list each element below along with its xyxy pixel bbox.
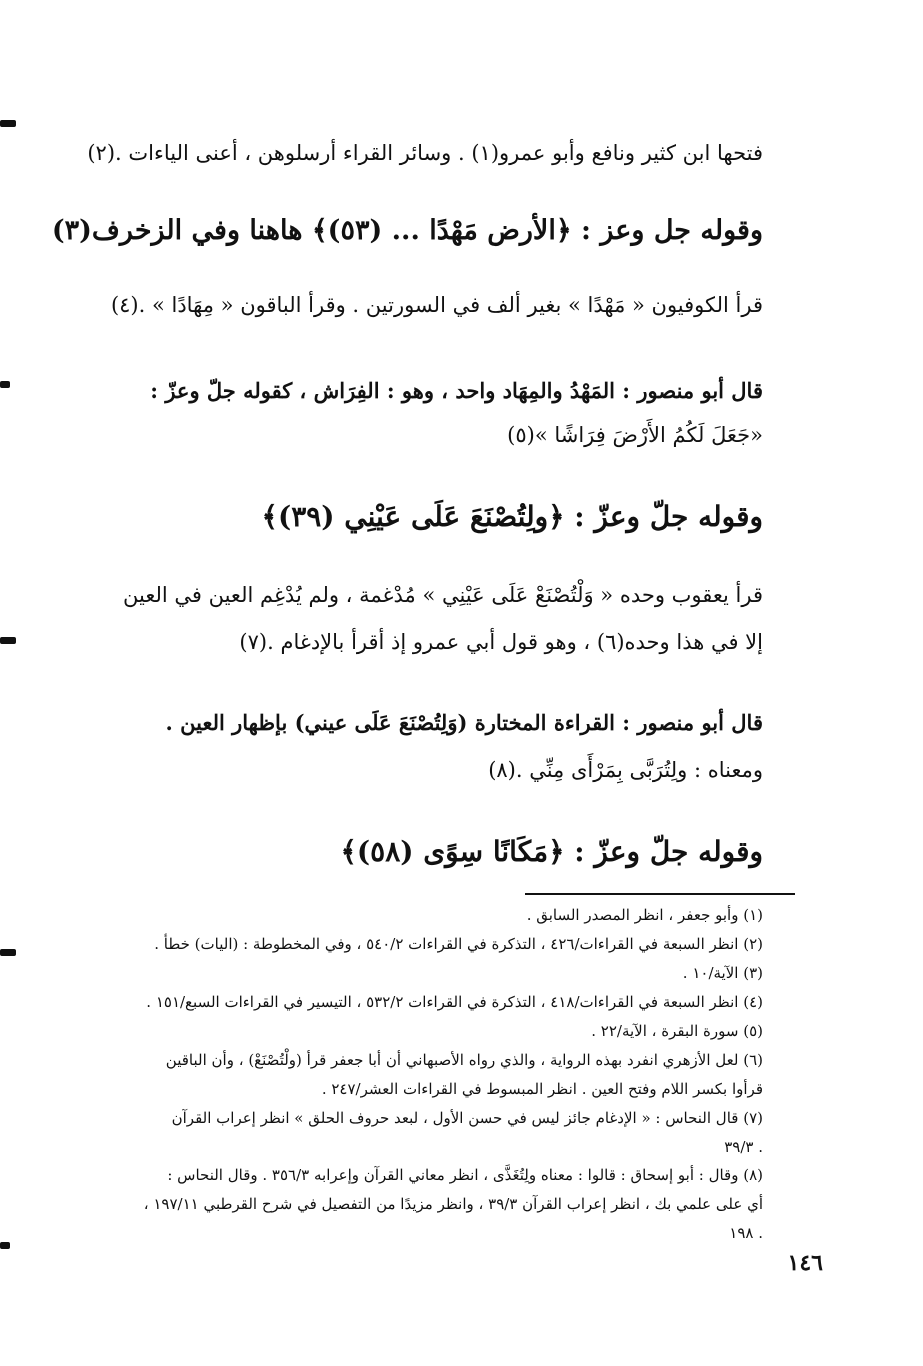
verse-heading-2: وقوله جلّ وعزّ : ﴿ولِتُصْنَعَ عَلَى عَيْنِي (٣٩)﴾ <box>261 500 763 533</box>
margin-mark <box>0 1242 10 1249</box>
footnote-7-cont: . ٣٩/٣ <box>724 1138 763 1156</box>
footnote-3: (٣) الآية/١٠ . <box>682 964 763 982</box>
margin-mark <box>0 637 16 644</box>
body-line-8: إلا في هذا وحده(٦) ، وهو قول أبي عمرو إذ أقرأ بالإدغام .(٧) <box>239 630 763 654</box>
footnote-5: (٥) سورة البقرة ، الآية/٢٢ . <box>591 1022 763 1040</box>
body-line-3: قرأ الكوفيون « مَهْدًا » بغير ألف في السورتين . وقرأ الباقون « مِهَادًا » .(٤) <box>110 293 763 317</box>
body-line-9: قال أبو منصور : القراءة المختارة (وَلِتُصْنَعَ عَلَى عيني) بإظهار العين . <box>165 710 763 735</box>
footnote-8-end: . ١٩٨ <box>729 1224 763 1242</box>
body-line-10: ومعناه : ولِتُرَبَّى بِمَرْأَى مِنِّي .(٨) <box>488 758 763 782</box>
footnote-8: (٨) وقال : أبو إسحاق : قالوا : معناه ولِتُغَذَّى ، انظر معاني القرآن وإعرابه ٣٥٦/٣ . وقال النحاس : <box>167 1166 763 1184</box>
margin-mark <box>0 120 16 127</box>
body-line-1: فتحها ابن كثير ونافع وأبو عمرو(١) . وسائر القراء أرسلوهن ، أعنى الياءات .(٢) <box>87 141 763 165</box>
footnote-6: (٦) لعل الأزهري انفرد بهذه الرواية ، والذي رواه الأصبهاني أن أبا جعفر قرأ (ولْتُصْنَعْ) ، وأن الباقين <box>165 1051 763 1069</box>
footnote-2: (٢) انظر السبعة في القراءات/٤٢٦ ، التذكرة في القراءات ٥٤٠/٢ ، وفي المخطوطة : (اليات) خطأ . <box>154 935 763 953</box>
margin-mark <box>0 381 10 388</box>
footnote-1: (١) وأبو جعفر ، انظر المصدر السابق . <box>526 906 763 924</box>
footnote-separator <box>525 893 795 895</box>
margin-mark <box>0 949 16 956</box>
verse-heading-3: وقوله جلّ وعزّ : ﴿مَكَانًا سِوًى (٥٨)﴾ <box>340 835 763 868</box>
verse-heading-1: وقوله جل وعز : ﴿الأرض مَهْدًا ... (٥٣)﴾ هاهنا وفي الزخرف(٣) <box>51 215 763 246</box>
body-line-5: «جَعَلَ لَكُمُ الأَرْضَ فِرَاشًا »(٥) <box>507 423 763 447</box>
footnote-6-cont: قرأوا بكسر اللام وفتح العين . انظر المبسوط في القراءات العشر/٢٤٧ . <box>321 1080 763 1098</box>
footnote-7: (٧) قال النحاس : « الإدغام جائز ليس في حسن الأول ، لبعد حروف الحلق » انظر إعراب القرآن <box>171 1109 763 1127</box>
body-line-7: قرأ يعقوب وحده « وَلْتُصْنَعْ عَلَى عَيْنِي » مُدْغمة ، ولم يُدْغِم العين في العين <box>123 583 763 607</box>
footnote-8-cont: أي على علمي بك ، انظر إعراب القرآن ٣٩/٣ ، وانظر مزيدًا من التفصيل في شرح القرطبي ١٩٧/١١ ، <box>143 1195 763 1213</box>
page-number: ١٤٦ <box>787 1250 823 1276</box>
footnote-4: (٤) انظر السبعة في القراءات/٤١٨ ، التذكرة في القراءات ٥٣٢/٢ ، التيسير في القراءات السبع/١٥١ . <box>146 993 763 1011</box>
body-line-4: قال أبو منصور : المَهْدُ والمِهَاد واحد ، وهو : الفِرَاش ، كقوله جلّ وعزّ : <box>150 378 763 403</box>
